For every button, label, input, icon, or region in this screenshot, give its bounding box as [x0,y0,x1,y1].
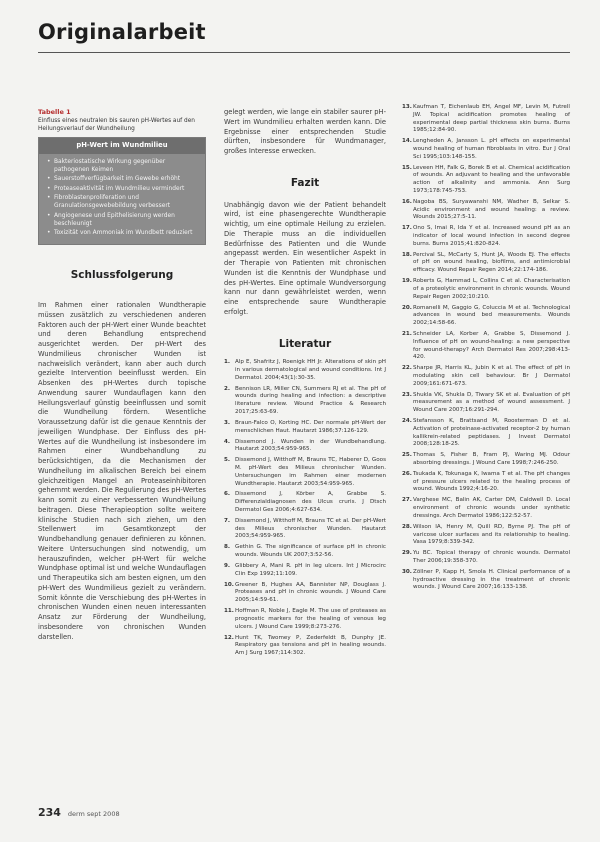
reference-text: Zöllner P, Kapp H, Smola H. Clinical performance of a hydroactive dressing in the treatment of chronic wounds. J Wound Care 2007;16:133-138. [413,568,570,591]
reference-number: 7. [224,517,231,524]
reference-number: 2. [224,385,231,392]
reference-text: Dissemond J, Witthoff M, Brauns TC, Haberer D, Goos M. pH-Wert des Milieus chronischer Wunden. Untersuchungen im Rahmen einer modernen Wundtherapie. Hautarzt 2003;54:959-965. [235,457,386,487]
reference-item [224,386,386,417]
reference-item [402,569,570,592]
reference-number: 5. [224,457,231,464]
reference-text: Greener B, Hughes AA, Bannister NP, Douglass J. Proteases and pH in chronic wounds. J Wound Care 2005;14:59-61. [235,581,386,604]
reference-number: 29. [402,550,412,557]
table-item: • Fibroblastenproliferation und Granulationsgewebebildung verbessert [47,194,199,211]
reference-item [224,491,386,514]
reference-item [402,278,570,301]
reference-text: Lengheden A, Jansson L. pH effects on experimental wound healing of human fibroblasts in vitro. Eur J Oral Sci 1995;103:148-155. [413,138,570,160]
reference-item [224,457,386,488]
reference-number: 6. [224,491,231,498]
reference-item [402,550,570,566]
reference-number: 25. [402,452,412,459]
reference-item [224,544,386,560]
reference-item [402,497,570,520]
reference-number: 10. [224,581,234,588]
reference-text: Thomas S, Fisher B, Fram PJ, Waring MJ. Odour absorbing dressings. J Wound Care 1998;7:246-250. [413,452,570,466]
table-title: Tabelle 1 [38,108,71,116]
reference-number: 21. [402,331,412,337]
reference-number: 24. [402,418,412,425]
reference-number: 26. [402,470,412,477]
reference-text: Hunt TK, Twomey P, Zederfeldt B, Dunphy JE. Respiratory gas tensions and pH in healing wounds. Am J Surg 1967;114:302. [235,634,386,657]
header-rule [38,52,570,53]
reference-number: 4. [224,438,231,445]
reference-text: Varghese MC, Balin AK, Carter DM, Caldwell D. Local environment of chronic wounds under synthetic dressings. Arch Dermatol 1986;122:52-57. [413,497,570,519]
reference-list-a [224,359,386,658]
reference-text: Sharpe JR, Harris KL, Jubin K et al. The effect of pH in modulating skin cell behaviour. Br J Dermatol 2009;161:671-673. [413,365,570,387]
column-left [38,108,206,642]
reference-number: 11. [224,608,234,615]
conclusion-heading: Schlussfolgerung [70,269,174,282]
reference-item [402,331,570,362]
reference-number: 19. [402,278,412,285]
header [38,20,206,44]
reference-text: Dissemond J, Witthoff M, Brauns TC et al. Der pH-Wert des Milieus chronischer Wunden. Hautarzt 2003;54:959-965. [235,517,386,540]
reference-text: Percival SL, McCarty S, Hunt JA, Woods EJ. The effects of pH on wound healing, biofilms, and antimicrobial efficacy. Wound Repair Regen 2014;22:174-186. [413,251,570,274]
reference-number: 17. [402,225,412,232]
reference-item [224,582,386,605]
reference-item [224,439,386,455]
reference-text: Wilson IA, Henry M, Quill RD, Byrne PJ. The pH of varicose ulcer surfaces and its relationship to healing. Vasa 1979;8:339-342. [413,523,570,546]
reference-number: 28. [402,523,412,530]
reference-item [224,635,386,658]
reference-number: 15. [402,164,412,171]
reference-text: Braun-Falco O, Korting HC. Der normale pH-Wert der menschlichen Haut. Hautarzt 1986;37:126-129. [235,419,386,434]
section-title: Originalarbeit [38,20,206,44]
table-box [38,137,206,245]
reference-text: Stefansson K, Brattsand M, Roosterman D et al. Activation of proteinase-activated receptor-2 by human kallikrein-related peptidases. J Invest Dermatol 2008;128:18-25. [413,418,570,448]
fazit-text: Unabhängig davon wie der Patient behandelt wird, ist eine phasengerechte Wundtherapie wichtig, um eine optimale Heilung zu erzielen. Die Therapie muss an die individuellen Bedürfnisse des Patienten und die Wunde angepasst werden. Ein wesentlicher Aspekt in der Therapie von Patienten mit chronischen Wunden ist die Kenntnis der Wundphase und des pH-Wertes. Eine optimale Wundversorgung kann nur dann gewährleistet werden, wenn eine entsprechende saure Wundtherapie erfolgt. [224,200,386,316]
reference-item [402,365,570,388]
column-middle [224,108,386,661]
reference-text: Leveen HH, Falk G, Borek B et al. Chemical acidification of wounds. An adjuvant to healing and the unfavorable action of alkalinity and ammonia. Ann Surg 1973;178:745-753. [413,164,570,194]
reference-item [402,418,570,449]
reference-item [402,392,570,415]
reference-item [402,305,570,328]
reference-item [402,471,570,494]
reference-text: Alp E, Shafritz J, Roenigk HH Jr. Alterations of skin pH in various dermatological and wound conditions. Int J Dermatol. 2004;43(1):30-35. [235,359,386,381]
table-item: • Bakteriostatische Wirkung gegenüber pathogenen Keimen [47,158,199,175]
reference-number: 23. [402,391,412,398]
journal-name: derm sept 2008 [67,810,120,818]
reference-text: Gethin G. The significance of surface pH in chronic wounds. Wounds UK 2007;3:52-56. [235,544,386,559]
reference-text: Schneider LA, Korber A, Grabbe S, Dissemond J. Influence of pH on wound-healing: a new perspective for wound-therapy? Arch Dermatol Res 2007;298:413-420. [413,331,570,361]
intro-text: gelegt werden, wie lange ein stabiler saurer pH-Wert im Wundmilieu erhalten werden kann. Die Ergebnisse einer entsprechenden Studie dürften, insbesondere für Wundmanager, großes Interesse erwecken. [224,108,386,155]
reference-text: Nagoba BS, Suryawanshi NM, Wadher B, Selkar S. Acidic environment and wound healing: a review. Wounds 2015;27:5-11. [413,198,570,221]
reference-item [402,104,570,135]
reference-text: Dissemond J, Körber A, Grabbe S. Differenzialdiagnosen des Ulcus cruris. J Dtsch Dermatol Ges 2006;4:627-634. [235,491,386,513]
table-box-heading: pH-Wert im Wundmilieu [39,138,205,154]
page-footer [38,806,120,819]
table-item: • Toxizität von Ammoniak im Wundbett reduziert [47,229,199,237]
reference-number: 12. [224,634,234,641]
reference-text: Yu BC. Topical therapy of chronic wounds. Dermatol Ther 2006;19:358-370. [413,550,570,564]
reference-text: Hoffman R, Noble J, Eagle M. The use of proteases as prognostic markers for the healing of venous leg ulcers. J Wound Care 1999;8:273-276. [235,608,386,630]
reference-item [224,563,386,579]
reference-list-b [402,104,570,592]
reference-number: 13. [402,104,412,110]
reference-number: 27. [402,497,412,504]
table-caption: Einfluss eines neutralen bis sauren pH-Wertes auf den Heilungsverlauf der Wundheilung [38,118,195,132]
reference-text: Kaufman T, Eichenlaub EH, Angel MF, Levin M, Futrell JW. Topical acidification promotes healing of experimental deep partial thickness skin burns. Burns 1985;12:84-90. [413,104,570,134]
reference-number: 3. [224,419,231,426]
reference-number: 18. [402,251,412,258]
reference-item [224,420,386,436]
reference-item [402,138,570,161]
reference-item [402,165,570,196]
reference-number: 14. [402,138,412,145]
reference-item [402,252,570,275]
column-right [402,104,570,595]
table-item: • Sauerstoffverfügbarkeit im Gewebe erhöht [47,175,199,183]
table-item: • Proteaseaktivität im Wundmilieu vermindert [47,185,199,193]
reference-item [402,452,570,468]
reference-text: Shukla VK, Shukla D, Tiwary SK et al. Evaluation of pH measurement as a method of wound assessment. J Wound Care 2007;16:291-294. [413,391,570,414]
reference-text: Bennison LR, Miller CN, Summers RJ et al. The pH of wounds during healing and infection: a descriptive literature review. Wound Practice & Research 2017;25:63-69. [235,385,386,415]
literature-heading: Literatur [278,337,332,350]
reference-item [402,225,570,248]
table-item: • Angiogenese und Epithelisierung werden beschleunigt [47,212,199,229]
reference-number: 9. [224,563,231,569]
reference-item [224,518,386,541]
reference-number: 22. [402,365,412,372]
reference-text: Ono S, Imai R, Ida Y et al. Increased wound pH as an indicator of local wound infection in second degree burns. Burns 2015;41:820-824. [413,225,570,247]
reference-text: Tsukada K, Tokunaga K, Iwama T et al. The pH changes of pressure ulcers related to the healing process of wound. Wounds 1992;4:16-20. [413,470,570,493]
reference-text: Glibbery A, Mani R. pH in leg ulcers. Int J Microcirc Clin Exp 1992;11:109. [235,563,386,577]
reference-number: 16. [402,198,412,205]
reference-number: 20. [402,304,412,311]
reference-number: 8. [224,544,231,551]
reference-number: 1. [224,359,231,366]
reference-item [224,359,386,382]
reference-text: Roberts G, Hammad L, Collins C et al. Characterisation of a proteolytic environment in chronic wounds. Wound Repair Regen 2002;10:210. [413,278,570,300]
reference-text: Romanelli M, Gaggio G, Coluccia M et al. Technological advances in wound bed measurements. Wounds 2002;14:58-66. [413,304,570,327]
reference-item [402,199,570,222]
reference-text: Dissemond J. Wunden in der Wundbehandlung. Hautarzt 2003;54:959-965. [235,438,386,453]
fazit-heading: Fazit [290,176,320,189]
table-list [39,154,205,245]
conclusion-text: Im Rahmen einer rationalen Wundtherapie müssen zusätzlich zu verschiedenen anderen Faktoren auch der pH-Wert einer Wunde beachtet und deren Behandlung entsprechend ausgerichtet werden. Der pH-Wert des Wundmilieus chronischer Wunden ist nachweislich verändert, kann aber auch durch gezielte Intervention beeinflusst werden. Ein Absenken des pH-Wertes durch topische Anwendung saurer Wundauflagen kann den Heilungsverlauf günstig beeinflussen und somit die Wundheilung fördern. Wesentliche Voraussetzung dafür ist die genaue Kenntnis der jeweiligen Wundphase. Der Einfluss des pH-Wertes auf die Wundheilung ist insbesondere im Rahmen einer Wundbehandlung zu berücksichtigen, da die Mechanismen der Wundheilung im alkalischen Bereich bei einem gleichzeitigen Mangel an Proteaseinhibitoren gehemmt werden. Die Regulierung des pH-Wertes kann somit zu einer verbesserten Wundheilung beitragen. Diese Therapieoption sollte weitere klinische Studien nach sich ziehen, um den Stellenwert im Gesamtkonzept der Wundbehandlung genauer definieren zu können. Weitere Untersuchungen sind notwendig, um herauszufinden, welcher pH-Wert für welche Wundphase optimal ist und welche Wundauflagen und Therapeutika sich am besten eignen, um den pH-Wert des Wundmilieus gezielt zu verändern. Somit könnte die Verschiebung des pH-Wertes in chronischen Wunden einen neuen interessanten Ansatz zur Förderung der Wundheilung, insbesondere von chronischen Wunden darstellen. [38,301,206,641]
reference-number: 30. [402,568,412,575]
reference-item [224,608,386,631]
page-number: 234 [38,806,61,819]
reference-item [402,524,570,547]
